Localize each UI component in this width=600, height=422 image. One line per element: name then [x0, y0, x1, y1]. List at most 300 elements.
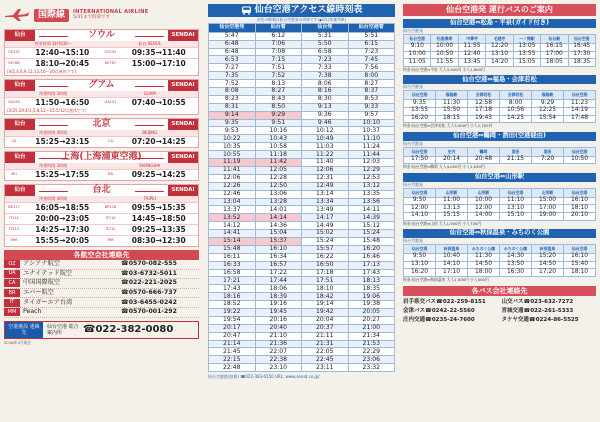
timetable-cell: 13:28	[255, 198, 302, 206]
bus-section	[403, 75, 596, 128]
timetable-cell: 9:36	[302, 111, 349, 119]
timetable-cell: 8:50	[255, 103, 302, 111]
bus-cell: 11:23	[564, 100, 596, 108]
date-footnote: 2018年3月現在	[4, 339, 32, 345]
timetable-cell: 11:40	[302, 159, 349, 167]
bus-fare: 料金:仙台空港⇔会津若松 大人3,500円 小人1,750円	[403, 123, 493, 129]
bus-header-row	[404, 147, 596, 156]
bus-row	[404, 197, 596, 205]
timetable-cell: 8:16	[302, 88, 349, 96]
timetable-cell: 21:31	[302, 340, 349, 348]
bus-cell: 18:10	[564, 205, 596, 213]
timetable-cell: 14:12	[209, 222, 256, 230]
airplane-icon	[4, 8, 30, 22]
timetable-row	[209, 245, 395, 253]
timetable-cell: 18:10	[302, 285, 349, 293]
bus-section	[403, 229, 596, 282]
flight-row	[5, 136, 198, 147]
timetable-cell: 8:37	[348, 88, 395, 96]
bus-row	[404, 212, 596, 220]
bus-cell: 17:30	[568, 51, 595, 59]
timetable-cell: 7:27	[209, 64, 256, 72]
bus-contact-item[interactable]: 宮城交通☎022-261-5333	[501, 307, 574, 314]
route-origin-label: SENDAI	[168, 80, 198, 91]
timetable-cell: 9:57	[348, 111, 395, 119]
bus-timetable	[403, 147, 596, 165]
bus-cell: 9:29	[532, 100, 564, 108]
bus-fare: 料金:仙台空港⇔秋保温泉 大人1,000円 小人500円	[403, 276, 489, 282]
timetable-cell: 15:04	[255, 230, 302, 238]
timetable-cell: 9:46	[302, 119, 349, 127]
timetable-cell: 7:23	[302, 56, 349, 64]
bus-cell: 18:00	[468, 269, 500, 277]
bus-header-cell: 一ノ関駅	[513, 35, 540, 44]
bus-route-name: 仙台空港⇔鶴岡・酒田(空港経由)	[403, 132, 596, 141]
airline-row	[4, 260, 199, 270]
flight-time-return: 09:35→11:40	[131, 48, 186, 58]
timetable-row	[209, 143, 395, 151]
timetable-row	[209, 88, 395, 96]
bus-cell: 19:00	[532, 212, 564, 220]
bus-cell: 16:20	[404, 269, 436, 277]
airline-tel[interactable]: ☎03-6455-0242	[121, 298, 177, 306]
timetable-cell: 7:38	[302, 72, 349, 80]
timetable-cell: 20:47	[209, 332, 256, 340]
timetable-cell: 16:34	[255, 253, 302, 261]
timetable-cell: 21:11	[302, 332, 349, 340]
timetable-cell: 17:51	[302, 277, 349, 285]
timetable-cell: 12:28	[255, 174, 302, 182]
timetable-row	[209, 332, 395, 340]
airline-name: ユナイテッド航空	[23, 269, 73, 277]
timetable-cell: 13:52	[209, 214, 256, 222]
timetable-cell: 11:24	[348, 143, 395, 151]
timetable-cell: 14:39	[348, 214, 395, 222]
timetable-cell: 15:48	[348, 237, 395, 245]
bus-cell: 16:45	[568, 44, 595, 52]
international-column	[4, 4, 199, 416]
flight-time-return: 07:40→10:55	[131, 98, 186, 108]
route-header	[5, 185, 198, 196]
bus-cell: 17:50	[404, 156, 436, 164]
timetable-row	[209, 119, 395, 127]
airline-name: アシアナ航空	[23, 260, 60, 268]
timetable-cell: 22:05	[302, 348, 349, 356]
airline-list	[4, 260, 199, 318]
timetable-row	[209, 64, 395, 72]
timetable-cell: 20:04	[302, 316, 349, 324]
bus-fare: 料金:仙台空港⇔山形 大人1,500円 小人750円	[403, 220, 482, 226]
timetable-row	[209, 72, 395, 80]
timetable-cell: 14:17	[302, 214, 349, 222]
train-title-text: 仙台空港アクセス線時刻表	[254, 5, 363, 15]
bus-header-cell: 仙台空港	[564, 245, 596, 254]
timetable-cell: 13:12	[348, 182, 395, 190]
route-note: (3/25,29,4/1,5,8,12〜15,5/12は運休です)	[7, 108, 87, 113]
bus-cell: 17:20	[532, 269, 564, 277]
bus-header-cell: 鶴岡	[468, 147, 500, 156]
timetable-cell: 13:35	[348, 190, 395, 198]
bus-contact-item[interactable]: 会津バス☎0242-22-5560	[403, 307, 475, 314]
bus-cell: 10:00	[431, 44, 458, 52]
bus-cell: 11:55	[431, 59, 458, 67]
timetable-cell: 10:55	[209, 151, 256, 159]
bus-cell: 12:58	[468, 100, 500, 108]
timetable-cell: 20:27	[348, 316, 395, 324]
timetable-cell: 22:38	[255, 356, 302, 364]
timetable-cell: 8:23	[209, 95, 256, 103]
bus-header-cell: 山形駅	[468, 188, 500, 197]
timetable-cell: 10:35	[209, 143, 256, 151]
timetable-cell: 12:31	[302, 174, 349, 182]
bus-header-cell: 秋保温泉	[436, 245, 468, 254]
timetable-cell: 21:14	[209, 340, 256, 348]
airline-tel[interactable]: ☎0570-666-737	[121, 288, 177, 296]
bus-cell: 20:14	[436, 156, 468, 164]
timetable-cell: 7:06	[255, 40, 302, 48]
airline-tel[interactable]: ☎03-6732-5011	[121, 269, 177, 277]
timetable-cell: 12:53	[348, 174, 395, 182]
timetable-cell: 19:06	[348, 293, 395, 301]
flight-time-return: 08:30→12:30	[131, 236, 186, 246]
route-sub-label: SHANGHAI	[139, 163, 161, 168]
timetable-cell: 21:53	[348, 340, 395, 348]
flight-row	[5, 47, 198, 58]
bus-route-name: 仙台空港⇔山形駅	[403, 173, 596, 182]
timetable-row	[209, 308, 395, 316]
bus-cell: 12:40	[458, 51, 485, 59]
bus-header-cell: 仙台空港	[404, 91, 436, 100]
route-card	[4, 184, 199, 247]
timetable-row	[209, 40, 395, 48]
timetable-cell: 22:48	[209, 364, 256, 372]
timetable-row	[209, 316, 395, 324]
bus-header-cell: 仙台空港	[564, 91, 596, 100]
timetable-cell: 15:14	[209, 237, 256, 245]
timetable-cell: 22:07	[255, 348, 302, 356]
route-sub-label: TAIPEI	[143, 196, 156, 201]
timetable-cell: 8:13	[255, 80, 302, 88]
timetable-cell: 7:45	[348, 56, 395, 64]
airline-code: OZ	[4, 260, 20, 268]
bus-cell: 13:10	[486, 51, 513, 59]
timetable-cell: 17:43	[348, 269, 395, 277]
bus-header-cell: 毛越寺	[486, 35, 513, 44]
bus-header-cell: みちのく公園	[500, 245, 532, 254]
bus-cell: 15:54	[532, 115, 564, 123]
timetable-cell: 12:49	[302, 182, 349, 190]
timetable-row	[209, 230, 395, 238]
timetable-row	[209, 269, 395, 277]
timetable-row	[209, 277, 395, 285]
bus-cell: 13:55	[404, 107, 436, 115]
timetable-cell: 17:43	[209, 285, 256, 293]
timetable-cell: 12:26	[209, 182, 256, 190]
timetable-row	[209, 253, 395, 261]
timetable-row	[209, 111, 395, 119]
timetable-cell: 13:04	[209, 198, 256, 206]
flight-code-return: BR118	[104, 205, 117, 210]
flight-code-return: KE767	[104, 61, 117, 66]
route-sub-label: GUAM	[143, 91, 156, 96]
airline-name: 中国国際航空	[23, 279, 61, 287]
bus-cell: 12:20	[486, 44, 513, 52]
bus-cell: 15:20	[532, 254, 564, 262]
timetable-cell: 18:52	[209, 301, 256, 309]
timetable-row	[209, 151, 395, 159]
bus-header-cell: みちのく公園	[468, 245, 500, 254]
flight-row	[5, 224, 198, 235]
bus-cell: 7:20	[532, 156, 564, 164]
timetable-cell: 16:11	[209, 253, 256, 261]
timetable-cell: 11:44	[348, 151, 395, 159]
timetable-cell: 16:57	[255, 261, 302, 269]
timetable-row	[209, 190, 395, 198]
bus-header-cell: 福島駅	[436, 91, 468, 100]
bus-header-cell: 仙台空港	[404, 245, 436, 254]
bus-cell: 16:10	[564, 197, 596, 205]
timetable-cell: 15:12	[348, 222, 395, 230]
bus-row	[404, 115, 596, 123]
timetable-cell: 19:14	[302, 301, 349, 309]
intl-date-note: 5/31まで時刻です	[73, 14, 111, 20]
flight-row	[5, 202, 198, 213]
timetable-cell: 6:15	[348, 40, 395, 48]
route-origin: 仙台	[5, 30, 35, 41]
timetable-cell: 8:31	[209, 103, 256, 111]
airline-code: MM	[4, 308, 20, 316]
timetable-cell: 10:43	[255, 135, 302, 143]
bus-cell: 13:05	[513, 44, 540, 52]
timetable-cell: 13:34	[302, 198, 349, 206]
timetable-cell: 6:48	[209, 40, 256, 48]
flight-code-return: IT210	[105, 216, 116, 221]
timetable-cell: 7:23	[348, 48, 395, 56]
timetable-cell: 10:58	[255, 143, 302, 151]
bus-cell: 14:00	[468, 212, 500, 220]
route-destination: 台北	[35, 186, 168, 195]
flight-time-outbound: 20:00→23:05	[35, 214, 90, 224]
train-footer: 仙台空港鉄道(株) ☎022-383-0150 URL: www.senat.co.jp/	[208, 374, 320, 380]
timetable-row	[209, 301, 395, 309]
bus-cell: 13:55	[513, 51, 540, 59]
airline-code: BR	[4, 289, 20, 297]
bus-contacts-grid	[403, 298, 596, 324]
bus-direction: 仙台空港発	[403, 28, 423, 33]
bus-contact-item[interactable]: 岩手県交バス☎022-259-8151	[403, 298, 486, 305]
timetable-cell: 15:48	[209, 245, 256, 253]
bus-direction: 仙台空港発	[403, 238, 423, 244]
bus-contact-item[interactable]: 山交バス☎023-632-7272	[501, 298, 574, 305]
flight-time-outbound: 14:25→17:30	[35, 225, 90, 235]
flight-code-return: UA151	[104, 100, 117, 105]
bus-cell: 9:50	[404, 197, 436, 205]
flight-code-return: CA	[108, 139, 113, 144]
timetable-cell: 20:16	[255, 316, 302, 324]
bus-direction: 仙台空港発	[403, 181, 423, 187]
bus-cell: 18:35	[568, 59, 595, 67]
timetable-cell: 10:10	[348, 119, 395, 127]
flight-code: UA150	[8, 100, 20, 105]
bus-cell: 21:15	[500, 156, 532, 164]
bus-header-cell: 仙台空港	[404, 188, 436, 197]
flight-row	[5, 235, 198, 246]
timetable-cell: 11:42	[255, 159, 302, 167]
timetable-cell: 5:31	[302, 32, 349, 40]
airline-tel[interactable]: ☎0570-082-555	[121, 260, 177, 268]
bus-cell: 11:00	[436, 197, 468, 205]
airport-contact-box	[4, 321, 199, 339]
timetable-row	[209, 48, 395, 56]
airline-tel[interactable]: ☎0570-001-292	[121, 308, 177, 316]
bus-header-cell: 福島駅	[532, 91, 564, 100]
timetable-cell: 18:13	[348, 277, 395, 285]
timetable-row	[209, 324, 395, 332]
route-origin: 仙台	[5, 80, 35, 91]
timetable-cell: 9:51	[255, 119, 302, 127]
bus-cell: 13:10	[404, 261, 436, 269]
contact-tel[interactable]: ☎022-382-0080	[83, 323, 174, 335]
route-origin-label: SENDAI	[168, 30, 198, 41]
timetable-cell: 6:58	[302, 48, 349, 56]
train-timetable	[208, 23, 395, 372]
route-origin-label: SENDAI	[168, 152, 198, 163]
timetable-cell: 6:53	[209, 56, 256, 64]
flight-row	[5, 213, 198, 224]
bus-contact-item[interactable]: タケヤ交通☎0224-86-5525	[501, 316, 579, 323]
train-title	[208, 4, 395, 17]
timetable-cell: 20:17	[209, 324, 256, 332]
bus-header-cell: 仙台空港	[568, 35, 595, 44]
timetable-cell: 17:21	[209, 277, 256, 285]
flight-code: IT213	[9, 227, 19, 232]
bus-row	[404, 269, 596, 277]
timetable-cell: 10:12	[302, 127, 349, 135]
bus-header-cell: 仙台空港	[404, 35, 431, 44]
flight-time-return: 14:45→18:50	[131, 214, 186, 224]
timetable-cell: 7:52	[255, 72, 302, 80]
route-origin-label: SENDAI	[168, 185, 198, 196]
bus-row	[404, 59, 596, 67]
flight-code: IT211	[9, 216, 19, 221]
bus-header-cell: 会津若松	[468, 91, 500, 100]
airline-name: エバー航空	[23, 288, 54, 296]
bus-cell: 10:00	[468, 197, 500, 205]
bus-cell: 14:50	[468, 261, 500, 269]
route-card	[4, 79, 199, 115]
airline-tel[interactable]: ☎022-221-2025	[121, 279, 177, 287]
timetable-cell: 8:30	[302, 95, 349, 103]
bus-cell: 17:00	[532, 205, 564, 213]
timetable-cell: 15:02	[302, 230, 349, 238]
timetable-cell: 23:06	[348, 356, 395, 364]
timetable-cell: 7:51	[255, 64, 302, 72]
route-destination: ソウル	[35, 31, 168, 40]
bus-cell: 9:50	[404, 254, 436, 262]
bus-cell: 10:50	[564, 156, 596, 164]
timetable-cell: 21:45	[209, 348, 256, 356]
flight-time-return: 09:25→13:35	[131, 225, 186, 235]
timetable-cell: 9:29	[255, 111, 302, 119]
bus-cell: 10:40	[436, 254, 468, 262]
timetable-cell: 15:24	[348, 230, 395, 238]
flight-time-outbound: 12:40→15:10	[35, 48, 90, 58]
timetable-cell: 14:01	[255, 206, 302, 214]
timetable-row	[209, 182, 395, 190]
timetable-cell: 8:53	[348, 95, 395, 103]
bus-fare: 料金:仙台空港⇔平泉 大人3,500円 小人1,800円	[403, 66, 485, 72]
timetable-row	[209, 103, 395, 111]
route-sub-label: 所要時間 3時間	[39, 163, 68, 168]
flight-code-return: MM	[107, 238, 114, 243]
timetable-row	[209, 340, 395, 348]
flight-row	[5, 97, 198, 108]
timetable-cell: 19:42	[302, 308, 349, 316]
route-list	[4, 29, 199, 247]
timetable-cell: 16:46	[348, 253, 395, 261]
route-destination: グアム	[35, 81, 168, 90]
bus-header-cell: 山形駅	[532, 188, 564, 197]
timetable-cell: 21:00	[348, 324, 395, 332]
timetable-cell: 16:22	[302, 253, 349, 261]
timetable-cell: 12:46	[209, 190, 256, 198]
timetable-cell: 19:54	[209, 316, 256, 324]
timetable-cell: 10:49	[302, 135, 349, 143]
bus-header-cell: 仙台駅	[541, 35, 568, 44]
bus-direction: 仙台空港発	[403, 84, 423, 90]
timetable-cell: 12:29	[348, 166, 395, 174]
bus-section	[403, 132, 596, 170]
timetable-row	[209, 32, 395, 40]
route-origin: 仙台	[5, 152, 35, 163]
bus-header-row	[404, 91, 596, 100]
bus-cell: 13:45	[458, 59, 485, 67]
route-destination: 上海(上海浦東空港)	[35, 153, 168, 162]
bus-cell: 15:00	[532, 197, 564, 205]
bus-row	[404, 254, 596, 262]
timetable-cell: 12:06	[302, 166, 349, 174]
timetable-cell: 17:13	[348, 261, 395, 269]
timetable-row	[209, 95, 395, 103]
bus-header-cell: 山形駅	[436, 188, 468, 197]
bus-cell: 19:43	[468, 115, 500, 123]
bus-header-cell: 仙台空港	[500, 188, 532, 197]
bus-cell: 11:55	[458, 44, 485, 52]
bus-cell: 14:10	[404, 212, 436, 220]
timetable-cell: 11:22	[302, 151, 349, 159]
bus-contact-item[interactable]: 庄内交通☎0235-24-7600	[403, 316, 475, 323]
timetable-header: 仙台空港発	[209, 23, 256, 32]
timetable-cell: 5:50	[302, 40, 349, 48]
timetable-cell: 14:49	[302, 222, 349, 230]
bus-row	[404, 261, 596, 269]
airline-name: タイガーエア台湾	[23, 298, 73, 306]
timetable-cell: 13:14	[302, 190, 349, 198]
bus-cell: 14:30	[500, 254, 532, 262]
bus-cell: 12:00	[468, 205, 500, 213]
bus-cell: 16:20	[404, 115, 436, 123]
bus-cell: 20:48	[468, 156, 500, 164]
route-card	[4, 29, 199, 76]
flight-code: MM	[10, 238, 18, 243]
flight-code: BR117	[8, 205, 20, 210]
timetable-cell: 19:16	[255, 301, 302, 309]
route-sub-label: 所要時間 4時間	[39, 130, 68, 135]
airline-row	[4, 279, 199, 289]
route-sub-label: BEIJING	[142, 130, 158, 135]
route-origin-label: SENDAI	[168, 119, 198, 130]
timetable-cell: 14:14	[255, 214, 302, 222]
